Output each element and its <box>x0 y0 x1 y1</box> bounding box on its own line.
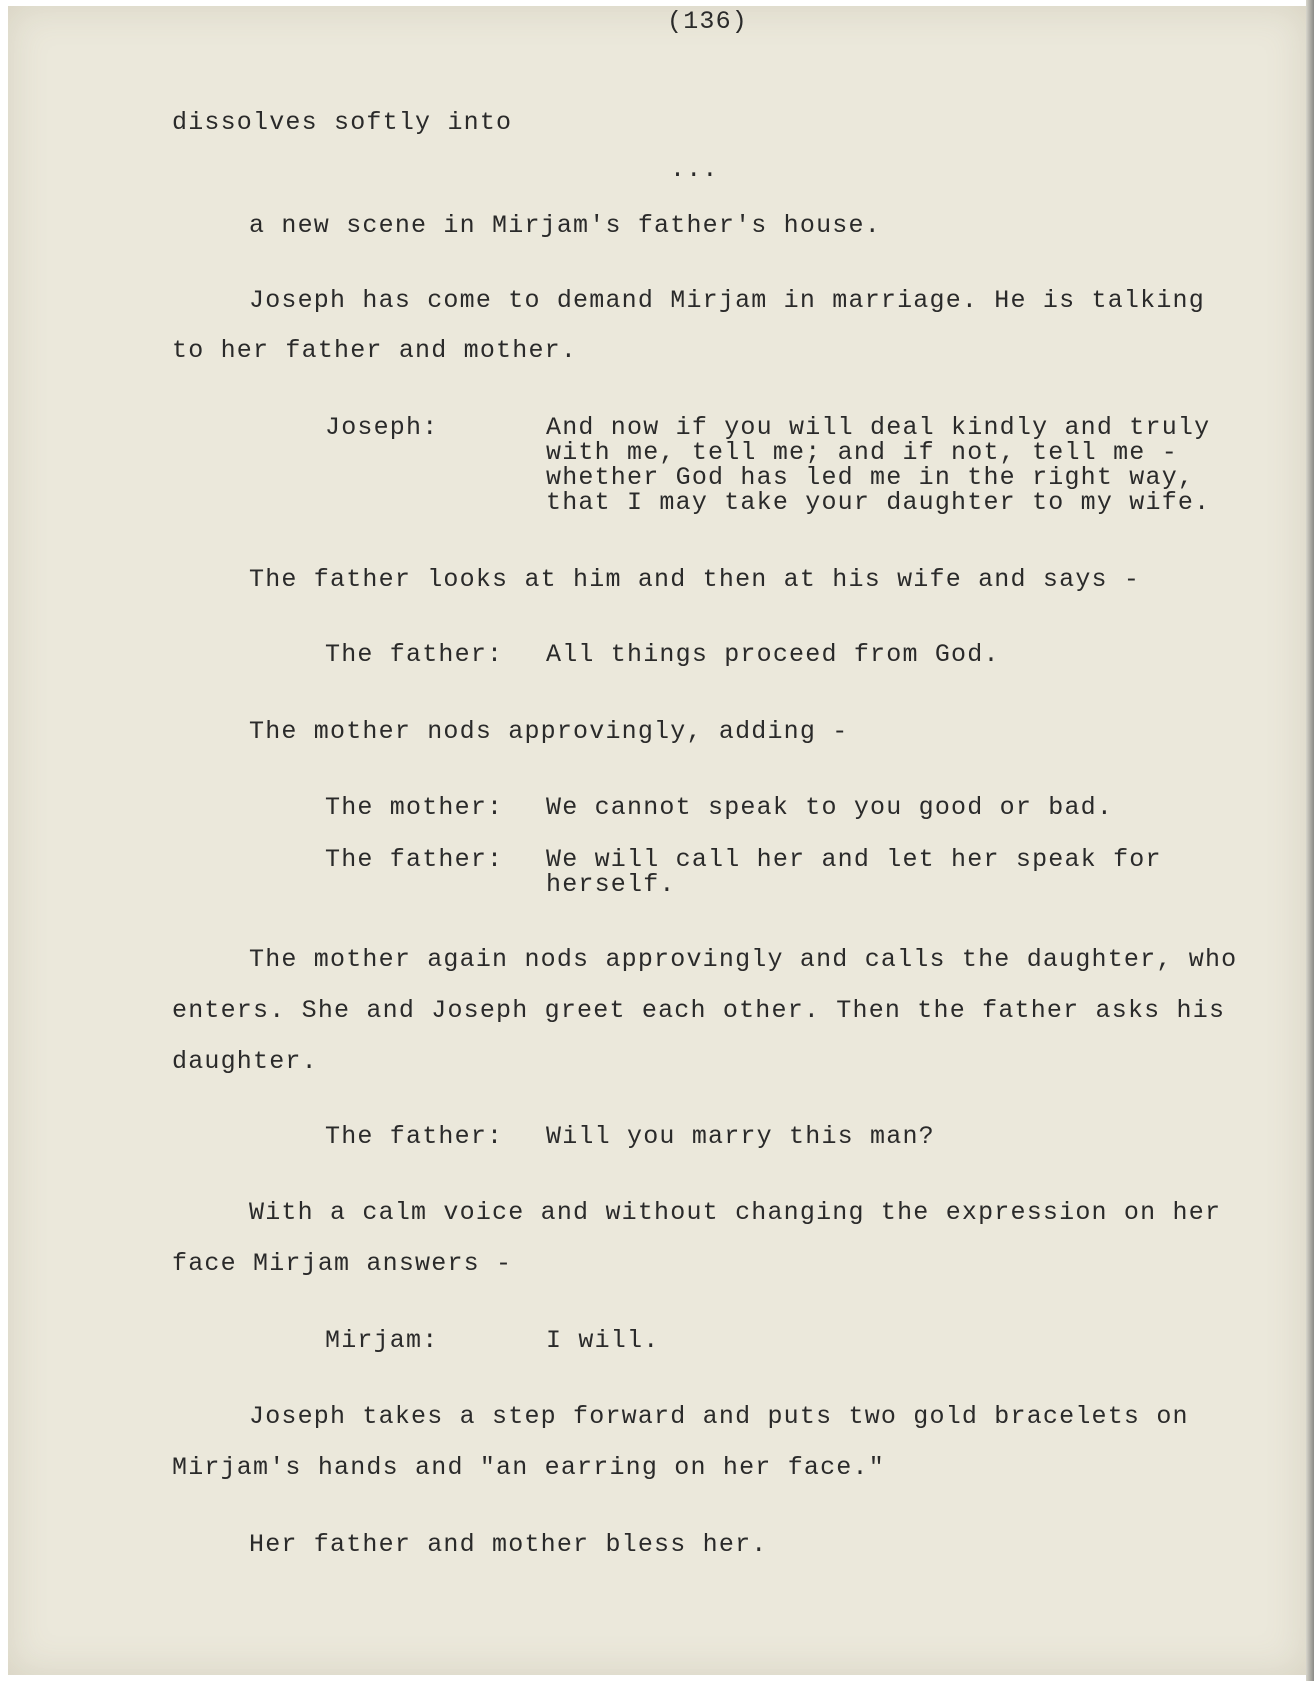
dialogue-line: that I may take your daughter to my wife. <box>546 488 1211 517</box>
paragraph-line: The father looks at him and then at his wife and says - <box>249 565 1141 594</box>
dialogue-line: And now if you will deal kindly and truly <box>546 413 1211 442</box>
speaker-label: The father: <box>325 1122 504 1151</box>
text-line: a new scene in Mirjam's father's house. <box>249 211 881 240</box>
dialogue-line: We will call her and let her speak for <box>546 845 1162 874</box>
speaker-label: The father: <box>325 640 504 669</box>
paragraph-line: to her father and mother. <box>172 336 578 365</box>
paragraph-line: Her father and mother bless her. <box>249 1530 768 1559</box>
dialogue-line: We cannot speak to you good or bad. <box>546 793 1114 822</box>
paragraph-line: Joseph takes a step forward and puts two gold bracelets on <box>249 1402 1189 1431</box>
paragraph-line: Joseph has come to demand Mirjam in marriage. He is talking <box>249 286 1205 315</box>
paragraph-line: face Mirjam answers - <box>172 1249 513 1278</box>
dialogue-line: with me, tell me; and if not, tell me - <box>546 438 1178 467</box>
paragraph-line: daughter. <box>172 1047 318 1076</box>
speaker-label: The father: <box>325 845 504 874</box>
paragraph-line: The mother again nods approvingly and calls the daughter, who <box>249 945 1238 974</box>
page-number: (136) <box>667 7 749 36</box>
dialogue-line: herself. <box>546 870 676 899</box>
paragraph-line: Mirjam's hands and "an earring on her face." <box>172 1453 885 1482</box>
paragraph-line: The mother nods approvingly, adding - <box>249 717 849 746</box>
speaker-label: The mother: <box>325 793 504 822</box>
dialogue-line: I will. <box>546 1326 660 1355</box>
dialogue-line: whether God has led me in the right way, <box>546 463 1195 492</box>
paragraph-line: enters. She and Joseph greet each other. Then the father asks his <box>172 996 1226 1025</box>
speaker-label: Mirjam: <box>325 1326 439 1355</box>
page-edge <box>1306 0 1314 1681</box>
paragraph-line: With a calm voice and without changing the expression on her <box>249 1198 1222 1227</box>
dialogue-line: Will you marry this man? <box>546 1122 935 1151</box>
dialogue-line: All things proceed from God. <box>546 640 1000 669</box>
speaker-label: Joseph: <box>325 413 439 442</box>
ellipsis: ... <box>670 155 719 184</box>
text-line: dissolves softly into <box>172 108 513 137</box>
